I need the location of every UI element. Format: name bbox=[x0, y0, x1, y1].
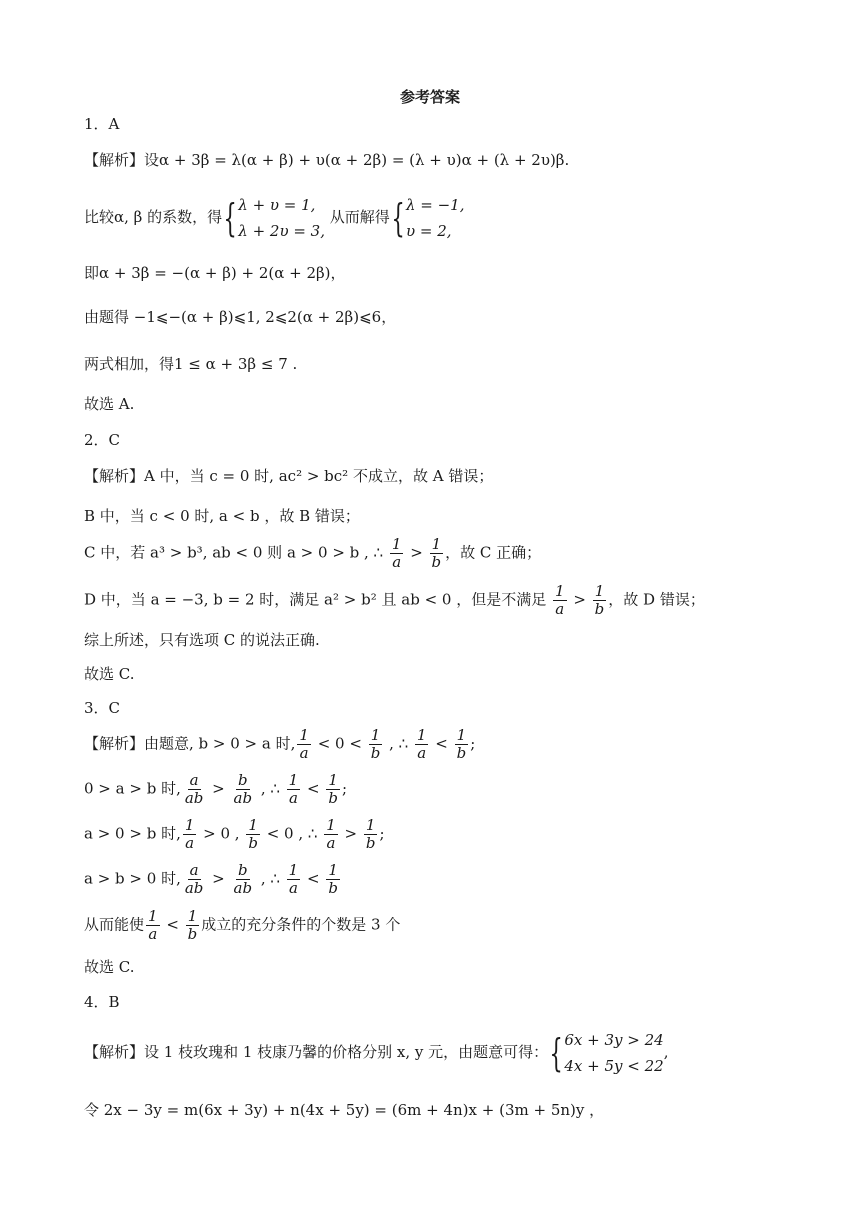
q3-line-1-therefore: , ∴ bbox=[384, 734, 413, 753]
q1-line-4: 由题得 −1⩽−(α + β)⩽1, 2⩽2(α + 2β)⩽6， bbox=[84, 308, 397, 326]
q3-line-3-therefore: < 0 , ∴ bbox=[261, 824, 323, 843]
q1-header: 1．A bbox=[84, 115, 120, 133]
q4-header: 4．B bbox=[84, 993, 120, 1011]
q3-frac-b-6: $\frac{1}{b}$ bbox=[328, 861, 338, 897]
q3-frac-a-2: $\frac{1}{a}$ bbox=[416, 726, 427, 762]
q1-system-2 bbox=[406, 192, 465, 244]
q1-line-3: 即α + 3β = −(α + β) + 2(α + 2β)， bbox=[84, 264, 346, 282]
q2-line-2: B 中，当 c < 0 时, a < b ，故 B 错误； bbox=[84, 507, 360, 525]
q3-line-3: a > 0 > b 时, $\frac{1}{a}$ > 0 , $\frac{1}{b}$ < 0 , ∴ $\frac{1}{a}$ > $\frac{1}{b}$ ; bbox=[84, 816, 385, 852]
q3-frac-b: $\frac{1}{b}$ bbox=[370, 726, 381, 762]
q4-line-1-text: 【解析】设 1 枝玫瑰和 1 枝康乃馨的价格分别 x, y 元，由题意可得： bbox=[84, 1043, 549, 1061]
q3-frac-b-ab: $\frac{b}{ab}$ bbox=[233, 771, 253, 807]
q4-system-eq1: 6x + 3y > 24 bbox=[564, 1031, 664, 1049]
q2-line-1: 【解析】A 中，当 c = 0 时, ac² > bc² 不成立，故 A 错误； bbox=[84, 467, 494, 485]
q3-header: 3．C bbox=[84, 699, 121, 717]
q3-line-2-text: 0 > a > b 时, bbox=[84, 779, 181, 798]
q1-line-6: 故选 A. bbox=[84, 395, 135, 413]
q2-line-3-tail: ，故 C 正确； bbox=[445, 543, 542, 562]
q2-frac-1-over-b-2: $\frac{1}{b}$ bbox=[594, 582, 605, 618]
q1-system-1-eq2: λ + 2υ = 3, bbox=[238, 222, 325, 240]
q3-frac-a-ab-2: $\frac{a}{ab}$ bbox=[184, 861, 204, 897]
q3-line-4-therefore: , ∴ bbox=[256, 869, 285, 888]
q3-frac-b-2: $\frac{1}{b}$ bbox=[456, 726, 467, 762]
q3-frac-b-ab-2: $\frac{b}{ab}$ bbox=[233, 861, 253, 897]
q4-line-2: 令 2x − 3y = m(6x + 3y) + n(4x + 5y) = (6m + 4n)x + (3m + 5n)y ， bbox=[84, 1101, 605, 1119]
q3-line-2-therefore: , ∴ bbox=[256, 779, 285, 798]
q1-system-1-eq1: λ + υ = 1, bbox=[238, 196, 316, 214]
q3-line-4: a > b > 0 时, $\frac{a}{ab}$ > $\frac{b}{ab}$ , ∴ $\frac{1}{a}$ < $\frac{1}{b}$ bbox=[84, 861, 338, 897]
q1-line-2: 比较α, β 的系数，得{λ + υ = 1, λ + 2υ = 3, 从而解得{λ = −1, υ = 2, bbox=[84, 192, 464, 244]
q1-system-2-eq1: λ = −1, bbox=[405, 196, 465, 214]
q3-line-1-text: 【解析】由题意, b > 0 > a 时, bbox=[84, 734, 296, 753]
q1-line-1: 【解析】设α + 3β = λ(α + β) + υ(α + 2β) = (λ + υ)α + (λ + 2υ)β. bbox=[84, 151, 570, 169]
q1-system-1 bbox=[238, 192, 325, 244]
q3-frac-a-7: $\frac{1}{a}$ bbox=[148, 907, 158, 943]
q1-compare-text: 比较α, β 的系数，得 bbox=[84, 208, 223, 226]
q4-system-eq2: 4x + 5y < 22 bbox=[564, 1057, 664, 1075]
q3-line-2: 0 > a > b 时, $\frac{a}{ab}$ > $\frac{b}{ab}$ , ∴ $\frac{1}{a}$ < $\frac{1}{b}$ ; bbox=[84, 771, 347, 807]
q2-line-4-tail: ，故 D 错误； bbox=[608, 590, 705, 609]
q3-frac-a-5: $\frac{1}{a}$ bbox=[326, 816, 336, 852]
q2-frac-1-over-a: $\frac{1}{a}$ bbox=[391, 535, 402, 571]
q1-solve-text: 从而解得 bbox=[325, 208, 390, 226]
q3-frac-b-3: $\frac{1}{b}$ bbox=[328, 771, 338, 807]
q2-frac-1-over-a-2: $\frac{1}{a}$ bbox=[555, 582, 565, 618]
q3-line-3-mid: > 0 , bbox=[198, 824, 245, 843]
q2-line-3-text: C 中，若 a³ > b³, ab < 0 则 a > 0 > b , ∴ bbox=[84, 543, 384, 562]
q3-line-5-tail: 成立的充分条件的个数是 3 个 bbox=[201, 915, 401, 934]
page-title: 参考答案 bbox=[399, 88, 460, 106]
q2-line-4-text: D 中，当 a = −3, b = 2 时，满足 a² > b² 且 ab < 0 ，但是不满足 bbox=[84, 590, 547, 609]
q3-frac-a: $\frac{1}{a}$ bbox=[299, 726, 309, 762]
q1-system-2-eq2: υ = 2, bbox=[405, 222, 452, 240]
q2-frac-1-over-b: $\frac{1}{b}$ bbox=[431, 535, 442, 571]
q3-frac-b-5: $\frac{1}{b}$ bbox=[365, 816, 376, 852]
q3-line-6: 故选 C. bbox=[84, 958, 135, 976]
q4-line-1: 【解析】设 1 枝玫瑰和 1 枝康乃馨的价格分别 x, y 元，由题意可得：{6x + 3y > 24 4x + 5y < 22, bbox=[84, 1027, 668, 1079]
q2-header: 2．C bbox=[84, 431, 121, 449]
q3-line-1-mid: < 0 < bbox=[312, 734, 367, 753]
q3-line-1: 【解析】由题意, b > 0 > a 时, $\frac{1}{a}$ < 0 < $\frac{1}{b}$ , ∴ $\frac{1}{a}$ < $\frac{1}{b}$ ; bbox=[84, 726, 476, 762]
q3-frac-b-7: $\frac{1}{b}$ bbox=[187, 907, 198, 943]
q3-line-5: 从而能使 $\frac{1}{a}$ < $\frac{1}{b}$ 成立的充分条件的个数是 3 个 bbox=[84, 907, 401, 943]
q3-line-4-text: a > b > 0 时, bbox=[84, 869, 181, 888]
q3-frac-a-ab: $\frac{a}{ab}$ bbox=[184, 771, 204, 807]
q2-line-3: C 中，若 a³ > b³, ab < 0 则 a > 0 > b , ∴ $\frac{1}{a}$ > $\frac{1}{b}$ ，故 C 正确； bbox=[84, 535, 542, 571]
q2-line-5: 综上所述，只有选项 C 的说法正确. bbox=[84, 631, 320, 649]
q3-frac-a-4: $\frac{1}{a}$ bbox=[184, 816, 195, 852]
q3-frac-b-4: $\frac{1}{b}$ bbox=[248, 816, 258, 852]
q3-line-3-text: a > 0 > b 时, bbox=[84, 824, 181, 843]
q2-line-4: D 中，当 a = −3, b = 2 时，满足 a² > b² 且 ab < 0 ，但是不满足 $\frac{1}{a}$ > $\frac{1}{b}$ ，故 D 错误； bbox=[84, 582, 705, 618]
q3-line-5-text: 从而能使 bbox=[84, 915, 145, 934]
q2-line-6: 故选 C. bbox=[84, 665, 135, 683]
q4-system bbox=[564, 1027, 663, 1079]
q3-frac-a-6: $\frac{1}{a}$ bbox=[288, 861, 299, 897]
q3-frac-a-3: $\frac{1}{a}$ bbox=[288, 771, 299, 807]
q1-line-5: 两式相加，得1 ≤ α + 3β ≤ 7 . bbox=[84, 355, 298, 373]
